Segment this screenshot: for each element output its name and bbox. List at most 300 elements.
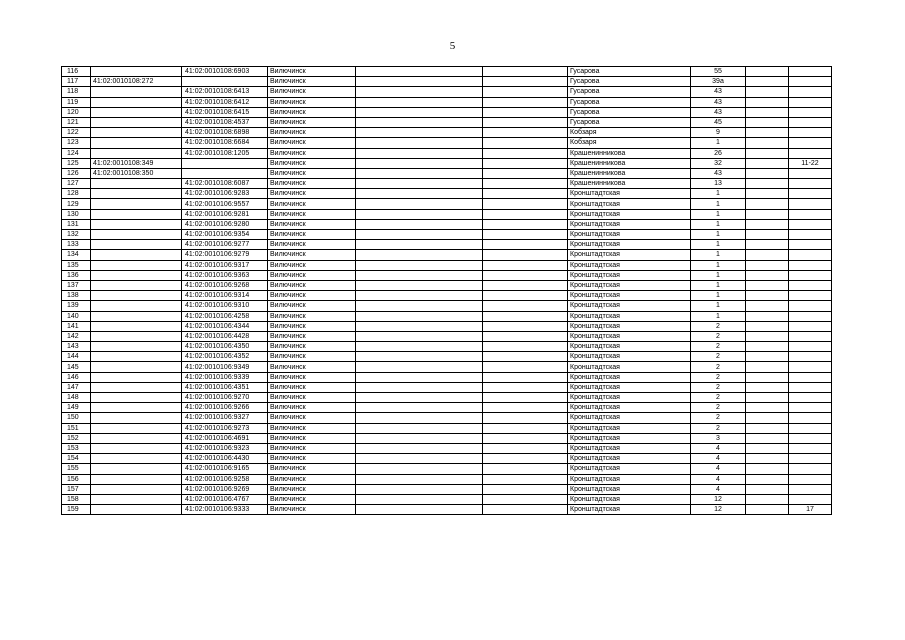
empty-cell [356,168,483,178]
empty-cell [356,77,483,87]
empty-cell [483,413,568,423]
house-number-cell: 2 [691,393,746,403]
premises-cadastral-number-cell: 41:02:0010106:9339 [182,372,268,382]
table-body [62,67,832,515]
premises-cadastral-number-cell: 41:02:0010106:9557 [182,199,268,209]
house-number-cell: 55 [691,67,746,77]
street-cell: Кронштадтская [568,362,691,372]
empty-cell [746,321,789,331]
street-cell: Кронштадтская [568,505,691,515]
row-number-cell: 121 [62,117,91,127]
empty-cell [356,311,483,321]
street-cell: Кронштадтская [568,230,691,240]
city-cell: Вилючинск [268,107,356,117]
empty-cell [746,107,789,117]
city-cell: Вилючинск [268,474,356,484]
cadastral-number-cell [91,362,182,372]
street-cell: Кронштадтская [568,240,691,250]
extra-number-cell [789,77,832,87]
premises-cadastral-number-cell: 41:02:0010106:4428 [182,331,268,341]
street-cell: Кронштадтская [568,352,691,362]
street-cell: Гусарова [568,117,691,127]
premises-cadastral-number-cell: 41:02:0010106:9349 [182,362,268,372]
table-row [62,199,832,209]
house-number-cell: 45 [691,117,746,127]
row-number-cell: 151 [62,423,91,433]
row-number-cell: 154 [62,454,91,464]
cadastral-number-cell [91,179,182,189]
premises-cadastral-number-cell: 41:02:0010106:9165 [182,464,268,474]
row-number-cell: 122 [62,128,91,138]
extra-number-cell [789,148,832,158]
row-number-cell: 134 [62,250,91,260]
extra-number-cell [789,117,832,127]
empty-cell [356,454,483,464]
city-cell: Вилючинск [268,352,356,362]
empty-cell [483,474,568,484]
city-cell: Вилючинск [268,342,356,352]
row-number-cell: 135 [62,260,91,270]
extra-number-cell [789,464,832,474]
extra-number-cell [789,311,832,321]
cadastral-number-cell [91,342,182,352]
empty-cell [356,362,483,372]
table-row [62,413,832,423]
extra-number-cell [789,199,832,209]
empty-cell [483,107,568,117]
house-number-cell: 43 [691,168,746,178]
street-cell: Крашенинникова [568,158,691,168]
cadastral-number-cell [91,382,182,392]
city-cell: Вилючинск [268,484,356,494]
table-row [62,474,832,484]
house-number-cell: 1 [691,230,746,240]
street-cell: Кронштадтская [568,372,691,382]
table-row [62,179,832,189]
row-number-cell: 148 [62,393,91,403]
cadastral-number-cell [91,474,182,484]
table-row [62,423,832,433]
premises-cadastral-number-cell: 41:02:0010108:4537 [182,117,268,127]
empty-cell [356,413,483,423]
city-cell: Вилючинск [268,494,356,504]
empty-cell [746,97,789,107]
city-cell: Вилючинск [268,270,356,280]
row-number-cell: 152 [62,433,91,443]
cadastral-number-cell [91,291,182,301]
row-number-cell: 116 [62,67,91,77]
cadastral-number-cell [91,331,182,341]
street-cell: Кронштадтская [568,413,691,423]
empty-cell [356,403,483,413]
city-cell: Вилючинск [268,372,356,382]
row-number-cell: 124 [62,148,91,158]
table-row [62,138,832,148]
empty-cell [483,291,568,301]
row-number-cell: 158 [62,494,91,504]
empty-cell [483,117,568,127]
house-number-cell: 1 [691,311,746,321]
row-number-cell: 136 [62,270,91,280]
house-number-cell: 4 [691,454,746,464]
empty-cell [746,260,789,270]
empty-cell [356,443,483,453]
house-number-cell: 1 [691,291,746,301]
empty-cell [483,505,568,515]
premises-cadastral-number-cell: 41:02:0010106:4352 [182,352,268,362]
empty-cell [483,362,568,372]
empty-cell [483,372,568,382]
table-row [62,77,832,87]
premises-cadastral-number-cell: 41:02:0010108:6413 [182,87,268,97]
empty-cell [356,270,483,280]
cadastral-number-cell: 41:02:0010108:350 [91,168,182,178]
house-number-cell: 43 [691,87,746,97]
table-row [62,382,832,392]
table-row [62,260,832,270]
cadastral-number-cell [91,280,182,290]
empty-cell [746,189,789,199]
table-row [62,505,832,515]
city-cell: Вилючинск [268,168,356,178]
extra-number-cell [789,67,832,77]
premises-cadastral-number-cell: 41:02:0010106:9268 [182,280,268,290]
house-number-cell: 2 [691,423,746,433]
extra-number-cell [789,240,832,250]
city-cell: Вилючинск [268,230,356,240]
street-cell: Кронштадтская [568,321,691,331]
premises-cadastral-number-cell [182,168,268,178]
house-number-cell: 1 [691,209,746,219]
city-cell: Вилючинск [268,311,356,321]
row-number-cell: 138 [62,291,91,301]
street-cell: Кронштадтская [568,474,691,484]
city-cell: Вилючинск [268,280,356,290]
empty-cell [746,423,789,433]
empty-cell [483,301,568,311]
empty-cell [356,148,483,158]
row-number-cell: 139 [62,301,91,311]
table-row [62,240,832,250]
city-cell: Вилючинск [268,443,356,453]
empty-cell [483,179,568,189]
empty-cell [356,494,483,504]
extra-number-cell [789,128,832,138]
city-cell: Вилючинск [268,219,356,229]
house-number-cell: 1 [691,301,746,311]
empty-cell [483,240,568,250]
empty-cell [356,189,483,199]
row-number-cell: 117 [62,77,91,87]
premises-cadastral-number-cell: 41:02:0010106:4351 [182,382,268,392]
table-row [62,168,832,178]
street-cell: Гусарова [568,87,691,97]
house-number-cell: 1 [691,189,746,199]
empty-cell [483,128,568,138]
empty-cell [483,321,568,331]
empty-cell [483,382,568,392]
street-cell: Кронштадтская [568,382,691,392]
empty-cell [746,484,789,494]
empty-cell [483,189,568,199]
empty-cell [356,260,483,270]
house-number-cell: 4 [691,443,746,453]
premises-cadastral-number-cell: 41:02:0010106:9281 [182,209,268,219]
premises-cadastral-number-cell: 41:02:0010106:9277 [182,240,268,250]
extra-number-cell [789,423,832,433]
extra-number-cell [789,413,832,423]
row-number-cell: 142 [62,331,91,341]
city-cell: Вилючинск [268,321,356,331]
house-number-cell: 2 [691,331,746,341]
premises-cadastral-number-cell: 41:02:0010106:4691 [182,433,268,443]
empty-cell [483,393,568,403]
extra-number-cell: 17 [789,505,832,515]
empty-cell [356,87,483,97]
table-row [62,331,832,341]
premises-cadastral-number-cell: 41:02:0010106:9310 [182,301,268,311]
table-row [62,189,832,199]
row-number-cell: 120 [62,107,91,117]
empty-cell [483,311,568,321]
empty-cell [746,168,789,178]
city-cell: Вилючинск [268,464,356,474]
city-cell: Вилючинск [268,117,356,127]
empty-cell [483,199,568,209]
empty-cell [746,382,789,392]
table-row [62,484,832,494]
street-cell: Кронштадтская [568,270,691,280]
empty-cell [746,474,789,484]
city-cell: Вилючинск [268,382,356,392]
empty-cell [746,250,789,260]
empty-cell [356,474,483,484]
cadastral-number-cell [91,403,182,413]
extra-number-cell [789,443,832,453]
city-cell: Вилючинск [268,250,356,260]
street-cell: Кронштадтская [568,331,691,341]
empty-cell [746,413,789,423]
street-cell: Кобзаря [568,138,691,148]
cadastral-number-cell [91,128,182,138]
empty-cell [483,250,568,260]
empty-cell [356,352,483,362]
table-row [62,67,832,77]
premises-cadastral-number-cell: 41:02:0010106:9317 [182,260,268,270]
extra-number-cell [789,433,832,443]
city-cell: Вилючинск [268,291,356,301]
row-number-cell: 127 [62,179,91,189]
empty-cell [483,342,568,352]
cadastral-number-cell [91,97,182,107]
row-number-cell: 155 [62,464,91,474]
house-number-cell: 26 [691,148,746,158]
premises-cadastral-number-cell: 41:02:0010106:4430 [182,454,268,464]
empty-cell [483,77,568,87]
extra-number-cell [789,270,832,280]
city-cell: Вилючинск [268,260,356,270]
table-row [62,403,832,413]
premises-cadastral-number-cell: 41:02:0010108:6412 [182,97,268,107]
empty-cell [356,67,483,77]
house-number-cell: 4 [691,474,746,484]
house-number-cell: 9 [691,128,746,138]
empty-cell [483,331,568,341]
empty-cell [483,464,568,474]
cadastral-number-cell [91,423,182,433]
house-number-cell: 2 [691,362,746,372]
city-cell: Вилючинск [268,138,356,148]
empty-cell [483,87,568,97]
street-cell: Кронштадтская [568,280,691,290]
table-row [62,443,832,453]
table-row [62,352,832,362]
table-row [62,158,832,168]
street-cell: Кронштадтская [568,301,691,311]
table-row [62,87,832,97]
cadastral-number-cell [91,372,182,382]
city-cell: Вилючинск [268,240,356,250]
empty-cell [356,342,483,352]
empty-cell [746,494,789,504]
empty-cell [483,484,568,494]
cadastral-number-cell [91,148,182,158]
premises-cadastral-number-cell: 41:02:0010106:9354 [182,230,268,240]
street-cell: Крашенинникова [568,148,691,158]
cadastral-number-cell [91,189,182,199]
cadastral-number-cell [91,505,182,515]
house-number-cell: 1 [691,260,746,270]
city-cell: Вилючинск [268,393,356,403]
row-number-cell: 140 [62,311,91,321]
city-cell: Вилючинск [268,67,356,77]
premises-cadastral-number-cell: 41:02:0010106:9314 [182,291,268,301]
premises-cadastral-number-cell: 41:02:0010108:6087 [182,179,268,189]
city-cell: Вилючинск [268,209,356,219]
row-number-cell: 159 [62,505,91,515]
extra-number-cell [789,301,832,311]
cadastral-number-cell [91,138,182,148]
extra-number-cell [789,189,832,199]
empty-cell [746,230,789,240]
page-number: 5 [449,40,456,52]
cadastral-number-cell [91,117,182,127]
cadastral-number-cell [91,260,182,270]
extra-number-cell [789,372,832,382]
table-row [62,291,832,301]
premises-cadastral-number-cell: 41:02:0010106:4258 [182,311,268,321]
empty-cell [356,382,483,392]
house-number-cell: 4 [691,464,746,474]
empty-cell [356,179,483,189]
empty-cell [746,209,789,219]
premises-cadastral-number-cell: 41:02:0010106:9333 [182,505,268,515]
row-number-cell: 137 [62,280,91,290]
row-number-cell: 129 [62,199,91,209]
city-cell: Вилючинск [268,97,356,107]
table-row [62,280,832,290]
house-number-cell: 1 [691,250,746,260]
row-number-cell: 147 [62,382,91,392]
premises-cadastral-number-cell: 41:02:0010106:9269 [182,484,268,494]
row-number-cell: 145 [62,362,91,372]
row-number-cell: 118 [62,87,91,97]
empty-cell [356,219,483,229]
empty-cell [356,107,483,117]
extra-number-cell [789,107,832,117]
cadastral-number-cell [91,199,182,209]
row-number-cell: 128 [62,189,91,199]
table-row [62,311,832,321]
cadastral-number-cell [91,494,182,504]
empty-cell [746,128,789,138]
premises-cadastral-number-cell: 41:02:0010108:6903 [182,67,268,77]
empty-cell [746,240,789,250]
street-cell: Крашенинникова [568,179,691,189]
cadastral-number-cell [91,107,182,117]
table-row [62,321,832,331]
premises-cadastral-number-cell: 41:02:0010106:4350 [182,342,268,352]
table-row [62,128,832,138]
empty-cell [356,321,483,331]
premises-cadastral-number-cell: 41:02:0010106:9270 [182,393,268,403]
street-cell: Кронштадтская [568,291,691,301]
empty-cell [356,230,483,240]
row-number-cell: 123 [62,138,91,148]
row-number-cell: 146 [62,372,91,382]
city-cell: Вилючинск [268,158,356,168]
empty-cell [483,494,568,504]
extra-number-cell [789,331,832,341]
empty-cell [483,352,568,362]
empty-cell [746,372,789,382]
empty-cell [746,505,789,515]
empty-cell [483,423,568,433]
street-cell: Кронштадтская [568,423,691,433]
row-number-cell: 125 [62,158,91,168]
street-cell: Кронштадтская [568,403,691,413]
street-cell: Кронштадтская [568,464,691,474]
city-cell: Вилючинск [268,362,356,372]
empty-cell [746,352,789,362]
empty-cell [356,393,483,403]
empty-cell [483,443,568,453]
extra-number-cell [789,87,832,97]
table-row [62,250,832,260]
empty-cell [746,362,789,372]
extra-number-cell [789,474,832,484]
premises-cadastral-number-cell: 41:02:0010106:9279 [182,250,268,260]
house-number-cell: 4 [691,484,746,494]
extra-number-cell [789,352,832,362]
premises-cadastral-number-cell: 41:02:0010106:9363 [182,270,268,280]
city-cell: Вилючинск [268,301,356,311]
street-cell: Гусарова [568,77,691,87]
extra-number-cell [789,393,832,403]
extra-number-cell [789,403,832,413]
empty-cell [746,433,789,443]
empty-cell [356,505,483,515]
row-number-cell: 119 [62,97,91,107]
premises-cadastral-number-cell: 41:02:0010106:9266 [182,403,268,413]
empty-cell [746,179,789,189]
empty-cell [356,250,483,260]
city-cell: Вилючинск [268,423,356,433]
empty-cell [746,67,789,77]
row-number-cell: 133 [62,240,91,250]
premises-cadastral-number-cell: 41:02:0010106:9280 [182,219,268,229]
row-number-cell: 131 [62,219,91,229]
